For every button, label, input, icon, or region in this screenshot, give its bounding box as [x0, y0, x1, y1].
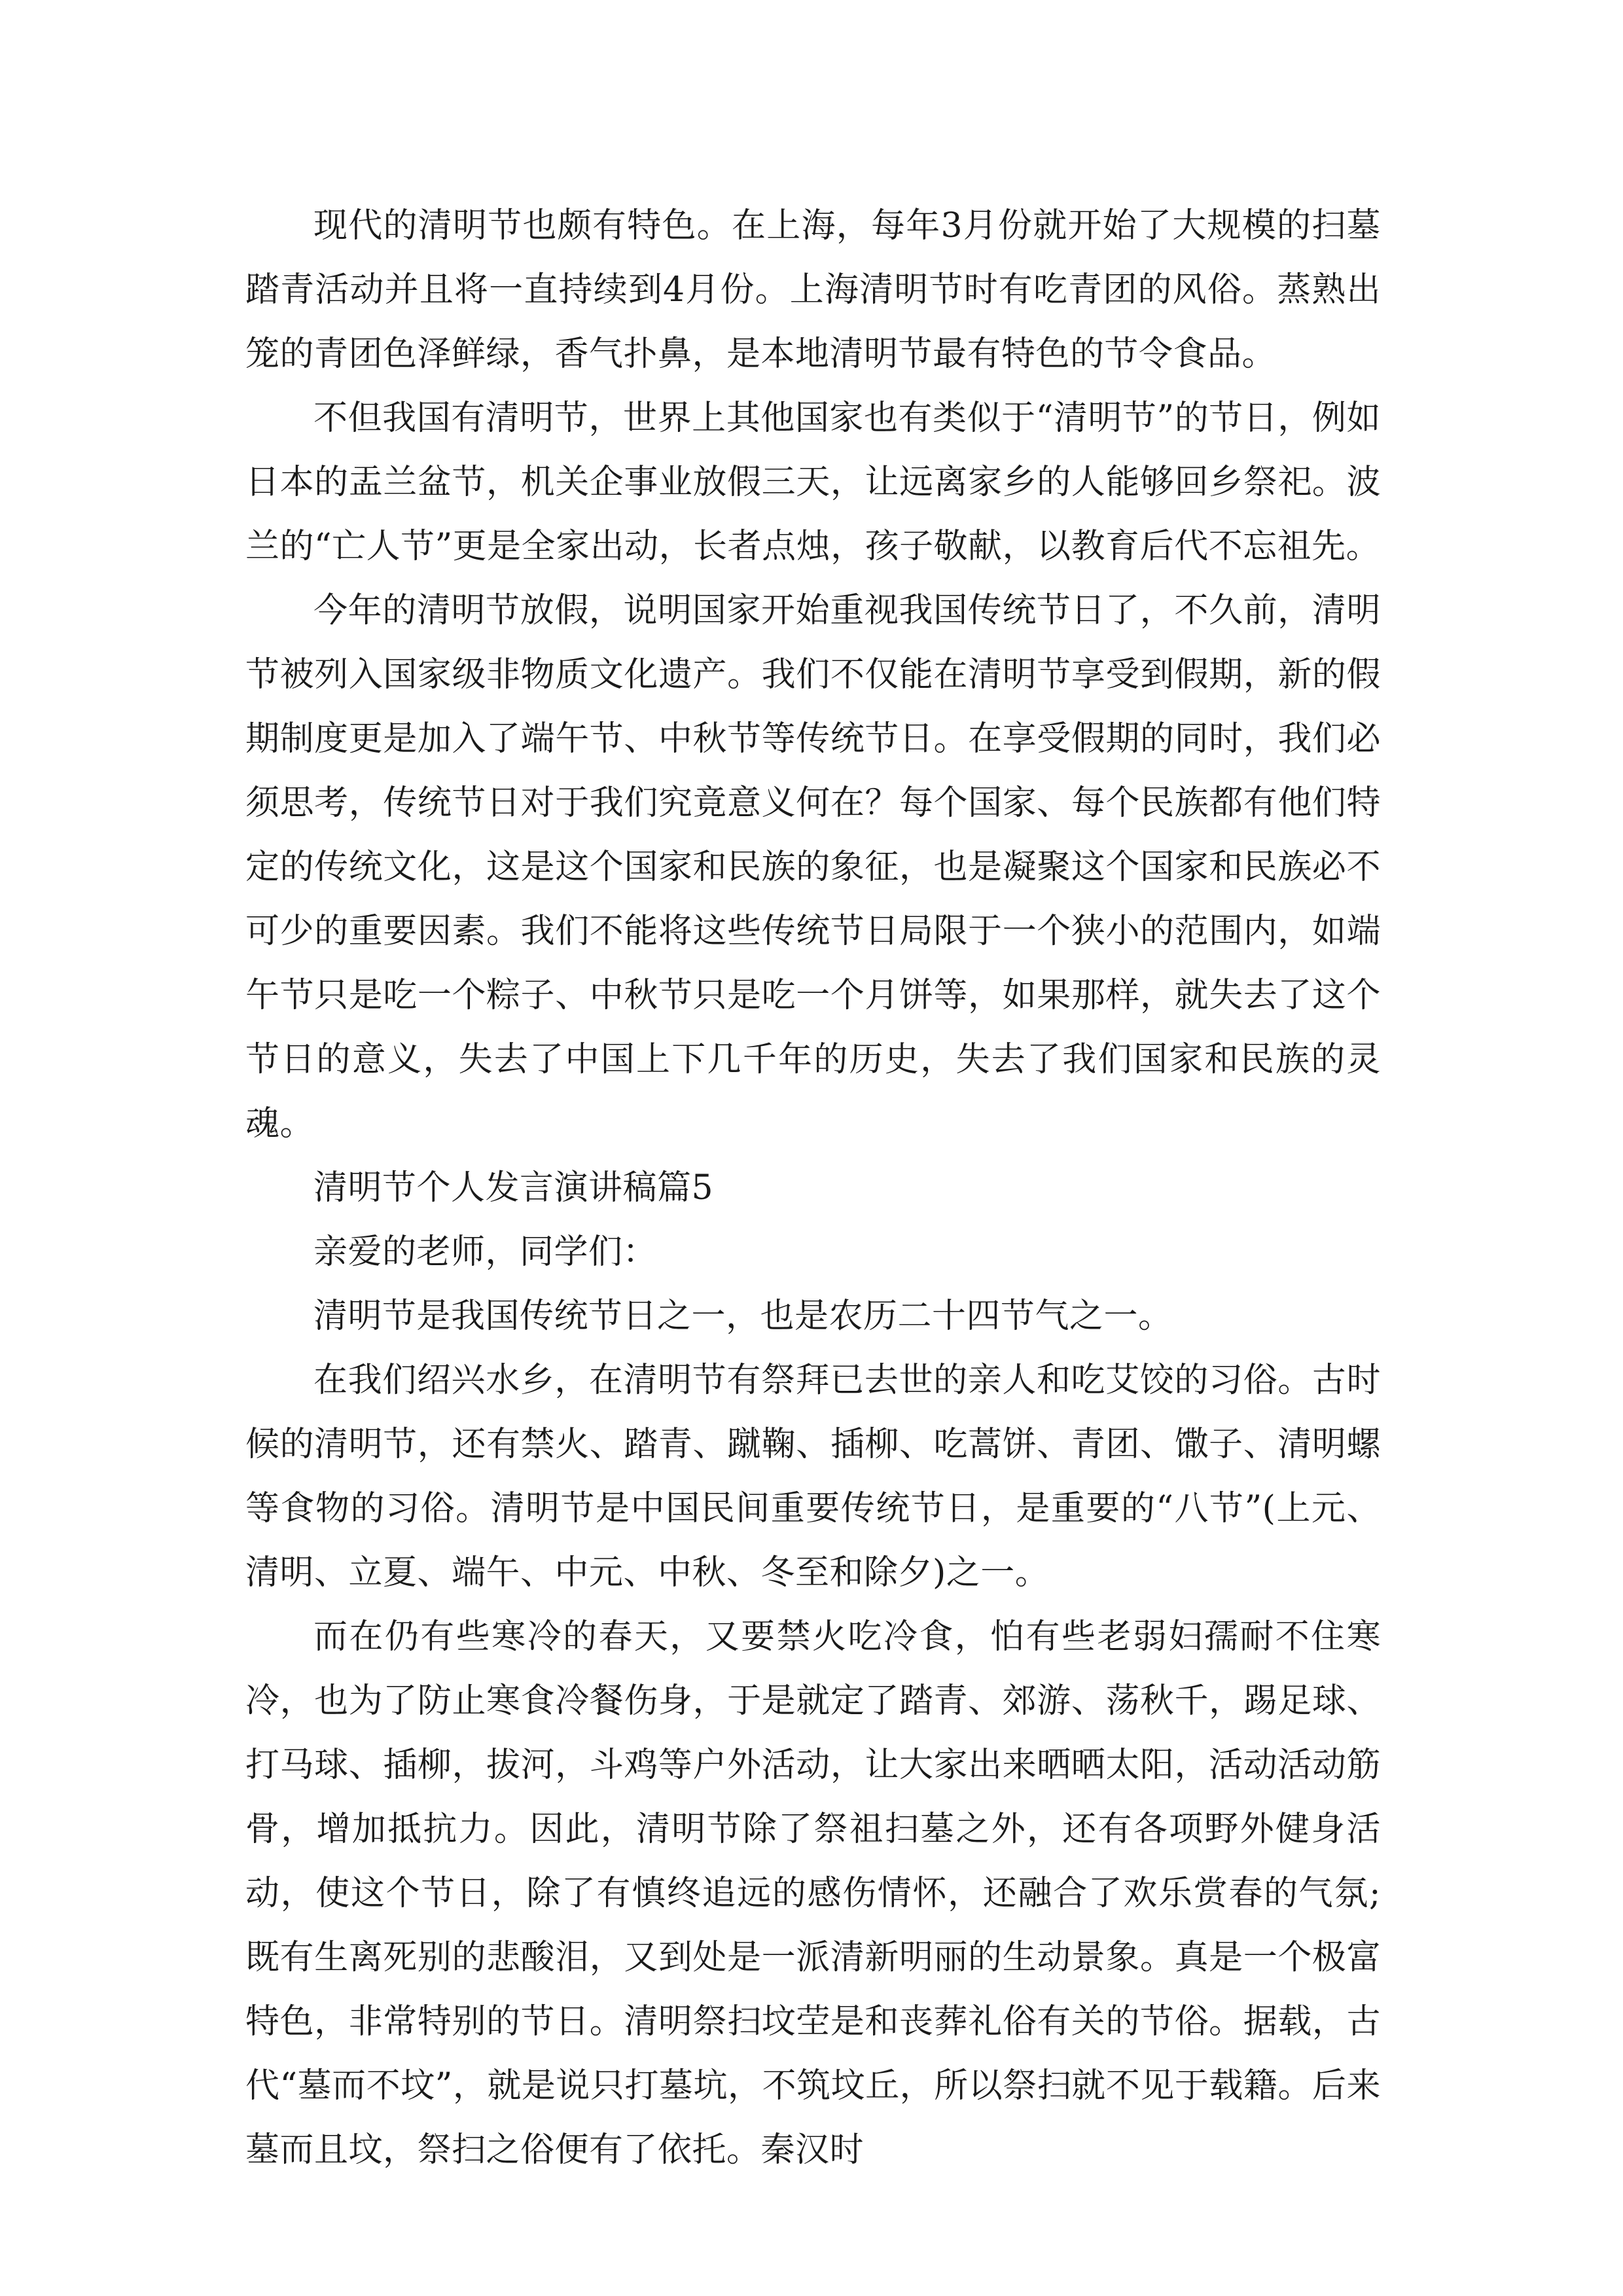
- paragraph-1: 现代的清明节也颇有特色。在上海，每年3月份就开始了大规模的扫墓踏青活动并且将一直持续到4月份。上海清明节时有吃青团的风俗。蒸熟出笼的青团色泽鲜绿，香气扑鼻，是本地清明节最有特色的节令食品。: [245, 206, 1381, 374]
- salutation: 亲爱的老师，同学们：: [313, 1232, 658, 1272]
- paragraph-4: 清明节是我国传统节日之一，也是农历二十四节气之一。: [313, 1297, 1173, 1336]
- paragraph-5: 在我们绍兴水乡，在清明节有祭拜已去世的亲人和吃艾饺的习俗。古时候的清明节，还有禁火、踏青、蹴鞠、插柳、吃蒿饼、青团、馓子、清明螺等食物的习俗。清明节是中国民间重要传统节日，是重要的“八节”(上元、清明、立夏、端午、中元、中秋、冬至和除夕)之一。: [245, 1361, 1381, 1592]
- document-body: [245, 194, 1381, 2182]
- paragraph-2: 不但我国有清明节，世界上其他国家也有类似于“清明节”的节日，例如日本的盂兰盆节，机关企事业放假三天，让远离家乡的人能够回乡祭祀。波兰的“亡人节”更是全家出动，长者点烛，孩子敬献，以教育后代不忘祖先。: [245, 399, 1381, 566]
- section-heading: 清明节个人发言演讲稿篇5: [313, 1168, 714, 1208]
- paragraph-3: 今年的清明节放假，说明国家开始重视我国传统节日了，不久前，清明节被列入国家级非物质文化遗产。我们不仅能在清明节享受到假期，新的假期制度更是加入了端午节、中秋节等传统节日。在享受假期的同时，我们必须思考，传统节日对于我们究竟意义何在？每个国家、每个民族都有他们特定的传统文化，这是这个国家和民族的象征，也是凝聚这个国家和民族必不可少的重要因素。我们不能将这些传统节日局限于一个狭小的范围内，如端午节只是吃一个粽子、中秋节只是吃一个月饼等，如果那样，就失去了这个节日的意义，失去了中国上下几千年的历史，失去了我们国家和民族的灵魂。: [245, 591, 1381, 1143]
- paragraph-6: 而在仍有些寒冷的春天，又要禁火吃冷食，怕有些老弱妇孺耐不住寒冷，也为了防止寒食冷餐伤身，于是就定了踏青、郊游、荡秋千，踢足球、打马球、插柳，拔河，斗鸡等户外活动，让大家出来晒晒太阳，活动活动筋骨，增加抵抗力。因此，清明节除了祭祖扫墓之外，还有各项野外健身活动，使这个节日，除了有慎终追远的感伤情怀，还融合了欢乐赏春的气氛;既有生离死别的悲酸泪，又到处是一派清新明丽的生动景象。真是一个极富特色，非常特别的节日。清明祭扫坟茔是和丧葬礼俗有关的节俗。据载，古代“墓而不坟”，就是说只打墓坑，不筑坟丘，所以祭扫就不见于载籍。后来墓而且坟，祭扫之俗便有了依托。秦汉时: [245, 1617, 1381, 2170]
